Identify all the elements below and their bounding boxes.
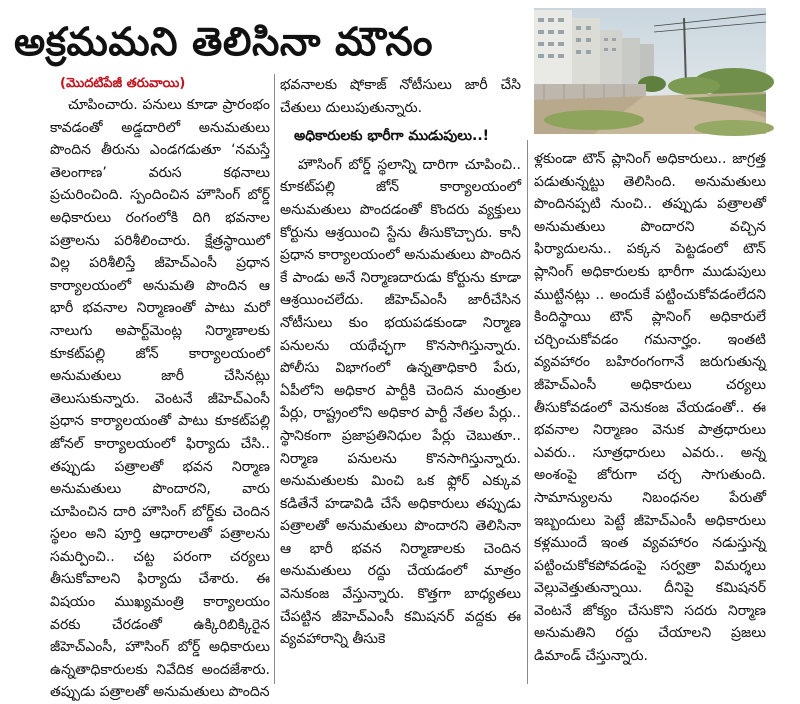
article-column-3 xyxy=(534,148,766,684)
column-1-text: చూపించారు. పనులు కూడా ప్రారంభం కావడంతో అడ్డదారిలో అనుమతులు పొందిన తీరును ఎండగడుతూ ‘నమస్తే తెలంగాణ’ వరుస కథనాలు ప్రచురించింది. స్పందించిన హౌసింగ్ బోర్డ్ అధికారులు రంగంలోకి దిగి భవనాల పత్రాలను పరిశీలించారు. క్షేత్రస్థాయిలో విల్ల పరిశీలిస్తే జీహెచ్‌ఎంసీ ప్రధాన కార్యాలయంలో అనుమతి పొందిన ఆ భారీ భవనాల నిర్మాణంతో పాటు మరో నాలుగు అపార్ట్‌మెంట్ల నిర్మాణాలకు కూకట్‌పల్లి జోన్ కార్యాలయంలో అనుమతులు జారీ చేసినట్లు తెలుసుకున్నారు. వెంటనే జీహెచ్‌ఎంసీ ప్రధాన కార్యాలయంతో పాటు కూకట్‌పల్లి జోనల్ కార్యాలయంలో ఫిర్యాదు చేసి.. తప్పుడు పత్రాలతో భవన నిర్మాణ అనుమతులు పొందారని, వారు చూపించిన దారి హౌసింగ్ బోర్డ్‌కు చెందిన స్థలం అని పూర్తి ఆధారాలతో పత్రాలను సమర్పించి.. చట్ట పరంగా చర్యలు తీసుకోవాలని ఫిర్యాదు చేశారు. ఈ విషయం ముఖ్యమంత్రి కార్యాలయం వరకు చేరడంతో ఉక్కిరిబిక్కిరైన జీహెచ్‌ఎంసీ, హౌసింగ్ బోర్డ్ అధికారులు ఉన్నతాధికారులకు నివేదిక అందజేశారు. తప్పుడు పత్రాలతో అనుమతులు పొందిన xyxy=(50,97,270,701)
column-divider xyxy=(274,74,275,684)
article-photo xyxy=(534,8,766,134)
article-column-1 xyxy=(50,94,270,701)
article-column-2 xyxy=(280,74,521,684)
column-2-text: హౌసింగ్ బోర్డ్ స్థలాన్ని దారిగా చూపించి.. కూకట్‌పల్లి జోన్ కార్యాలయంలో అనుమతులు పొందడంతో కొందరు వ్యక్తులు కోర్టును ఆశ్రయించి స్టేను తీసుకొచ్చారు. కానీ ప్రధాన కార్యాలయంలో అనుమతులు పొందిన కే పాండు అనే నిర్మాణదారుడు కోర్టును కూడా ఆశ్రయించలేదు. జీహెచ్‌ఎంసీ జారీచేసిన నోటీసులు కుం భయపడకుండా నిర్మాణ పనులను యథేచ్ఛగా కొనసాగిస్తున్నారు. పోలీసు విభాగంలో ఉన్నతాధికారి పేరు, ఏపీలోని అధికార పార్టీకి చెందిన మంత్రుల పేర్లు, రాష్ట్రంలోని అధికార పార్టీ నేతల పేర్లు.. స్థానికంగా ప్రజాప్రతినిధుల పేర్లు చెబుతూ.. నిర్మాణ పనులను కొనసాగిస్తున్నారు. అనుమతులకు మించి ఒక ఫ్లోర్ ఎక్కువ కడితేనే హడావిడి చేసే అధికారులు తప్పుడు పత్రాలతో అనుమతులు పొందారని తెలిసినా ఆ భారీ భవన నిర్మాణాలకు చెందిన అనుమతులు రద్దు చేయడంలో మాత్రం వెనుకంజ వేస్తున్నారు. కొత్తగా బాధ్యతలు చేపట్టిన జీహెచ్‌ఎంసీ కమిషనర్ వద్దకు ఈ వ్యవహారాన్ని తీసుకె xyxy=(280,156,521,648)
column-2-intro: భవనాలకు షోకాజ్ నోటీసులు జారీ చేసి చేతులు దులుపుతున్నారు. xyxy=(280,77,521,116)
subheading: అధికారులకు భారీగా ముడుపులు..! xyxy=(294,128,490,145)
headline: అక్రమమని తెలిసినా మౌనం xyxy=(14,20,433,65)
column-3-text: ళ్లకుండా టౌన్ ప్లానింగ్ అధికారులు.. జాగ్రత్త పడుతున్నట్టు తెలిసింది. అనుమతులు పొందినప్పటి నుంచి.. తప్పుడు పత్రాలతో అనుమతులు పొందారని వచ్చిన ఫిర్యాదులను.. పక్కన పెట్టడంలో టౌన్ ప్లానింగ్ అధికారులకు భారీగా ముడుపులు ముట్టినట్లు .. అందుకే పట్టించుకోవడంలేదని కిందిస్థాయి టౌన్ ప్లానింగ్ అధికారులే చర్చించుకోవడం గమనార్హం. ఇంతటి వ్యవహారం బహిరంగంగానే జరుగుతున్న జీహెచ్‌ఎంసీ అధికారులు చర్యలు తీసుకోవడంలో వెనుకంజ వేయడంతో.. ఈ భవనాల నిర్మాణం వెనుక పాత్రధారులు ఎవరు.. సూత్రధారులు ఎవరు.. అన్న అంశంపై జోరుగా చర్చ సాగుతుంది. సామాన్యులను నిబంధనల పేరుతో ఇబ్బందులు పెట్టే జీహెచ్‌ఎంసీ అధికారులు కళ్లముందే ఇంత వ్యవహారం నడుస్తున్న పట్టించుకోకపోవడంపై సర్వత్రా విమర్శలు వెల్లువెత్తుతున్నాయి. దీనిపై కమిషనర్ వెంటనే జోక్యం చేసుకొని సదరు నిర్మాణ అనుమతిని రద్దు చేయాలని ప్రజలు డిమాండ్ చేస్తున్నారు. xyxy=(534,151,766,665)
column-divider xyxy=(527,140,528,684)
continuation-kicker: (మొదటిపేజీ తరువాయి) xyxy=(60,76,186,91)
